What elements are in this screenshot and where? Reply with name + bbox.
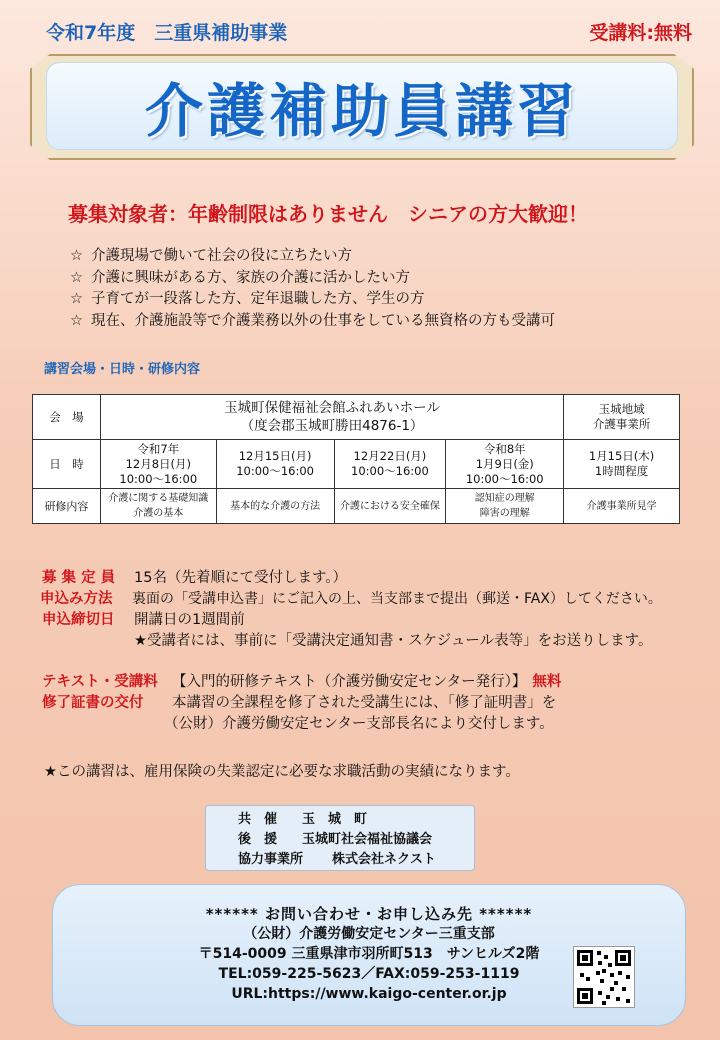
deadline-row	[42, 610, 662, 631]
date-label: 日 時	[33, 440, 101, 489]
cert-value-2: （公財）介護労働安定センター支部長名により交付します。	[164, 716, 554, 732]
contact-url[interactable]: URL:https://www.kaigo-center.or.jp	[231, 986, 507, 1002]
content-cell: 介護事業所見学	[564, 489, 680, 524]
content-cell: 基本的な介護の方法	[216, 489, 334, 524]
capacity-label: 募 集 定 員	[42, 570, 116, 586]
contact-org: （公財）介護労働安定センター三重支部	[243, 926, 495, 942]
table-row	[33, 440, 680, 489]
content-cell: 介護に関する基礎知識 介護の基本	[100, 489, 216, 524]
target-list	[70, 246, 555, 332]
apply-row	[40, 589, 662, 610]
star-icon: ☆	[70, 291, 83, 307]
star-icon: ☆	[70, 312, 83, 329]
cert-value-1: 本講習の全課程を修了された受講生には、「修了証明書」を	[172, 695, 557, 711]
content-cell: 介護における安全確保	[334, 489, 446, 524]
employment-note: ★この講習は、雇用保険の失業認定に必要な求職活動の実績になります。	[44, 764, 520, 780]
contact-heading: ****** お問い合わせ・お申し込み先 ******	[205, 905, 533, 923]
deadline-note: ★受講者には、事前に「受講決定通知書・スケジュール表等」をお送りします。	[134, 633, 653, 649]
date-cell: 12月15日(月) 10:00～16:00	[216, 440, 334, 489]
cert-label: 修了証書の交付	[42, 695, 144, 711]
deadline-label: 申込締切日	[42, 612, 115, 628]
support-row: 後 援 玉城町社会福祉協議会	[238, 832, 433, 847]
contact-tel-fax: TEL:059-225-5623／FAX:059-253-1119	[218, 966, 520, 982]
content-label: 研修内容	[33, 489, 101, 524]
apply-value: 裏面の「受講申込書」にご記入の上、当支部まで提出（郵送・FAX）してください。	[132, 591, 662, 607]
contact-address: 〒514-0009 三重県津市羽所町513 サンヒルズ2階	[198, 946, 540, 962]
schedule-section-label: 講習会場・日時・研修内容	[44, 362, 201, 377]
content-cell: 認知症の理解 障害の理解	[446, 489, 564, 524]
list-item: ☆ 介護に興味がある方、家族の介護に活かしたい方	[70, 268, 555, 290]
venue-label: 会 場	[33, 395, 101, 440]
info-block	[42, 568, 662, 735]
cohost-row: 共 催 玉 城 町	[238, 812, 368, 827]
list-item: ☆ 現在、介護施設等で介護業務以外の仕事をしている無資格の方も受講可	[70, 311, 555, 333]
table-row	[33, 395, 680, 440]
star-icon: ☆	[70, 269, 83, 286]
schedule-table	[32, 394, 680, 524]
capacity-value: 15名（先着順にて受付します。）	[134, 570, 348, 586]
title-panel	[46, 62, 678, 150]
text-fee: 無料	[532, 674, 562, 690]
fee-badge: 受講料:無料	[589, 22, 692, 44]
text-row	[42, 672, 662, 693]
list-item: ☆ 介護現場で働いて社会の役に立ちたい方	[70, 246, 555, 268]
list-item: ☆ 子育てが一段落した方、定年退職した方、学生の方	[70, 289, 555, 311]
partner-row: 協力事業所 株式会社ネクスト	[238, 852, 436, 867]
deadline-value: 開講日の1週間前	[134, 612, 245, 628]
venue-extra-cell: 玉城地域 介護事業所	[564, 395, 680, 440]
program-label: 令和7年度 三重県補助事業	[46, 22, 288, 44]
cert-row	[42, 693, 662, 714]
venue-cell: 玉城町保健福祉会館ふれあいホール （度会郡玉城町勝田4876-1）	[100, 395, 563, 440]
text-value: 【入門的研修テキスト（介護労働安定センター発行）】	[172, 674, 527, 690]
qr-code-icon[interactable]	[573, 946, 635, 1008]
table-row	[33, 489, 680, 524]
capacity-row	[42, 568, 662, 589]
date-cell: 令和8年 1月9日(金) 10:00～16:00	[446, 440, 564, 489]
text-label: テキスト・受講料	[42, 674, 158, 690]
page-title: 介護補助員講習	[144, 77, 579, 145]
date-cell: 1月15日(木) 1時間程度	[564, 440, 680, 489]
star-icon: ☆	[70, 248, 83, 264]
date-cell: 12月22日(月) 10:00～16:00	[334, 440, 446, 489]
recruit-target: 募集対象者：年齢制限はありません シニアの方大歓迎！	[68, 202, 588, 226]
apply-label: 申込み方法	[40, 591, 113, 607]
date-cell: 令和7年 12月8日(月) 10:00～16:00	[100, 440, 216, 489]
sponsor-box	[205, 805, 475, 871]
